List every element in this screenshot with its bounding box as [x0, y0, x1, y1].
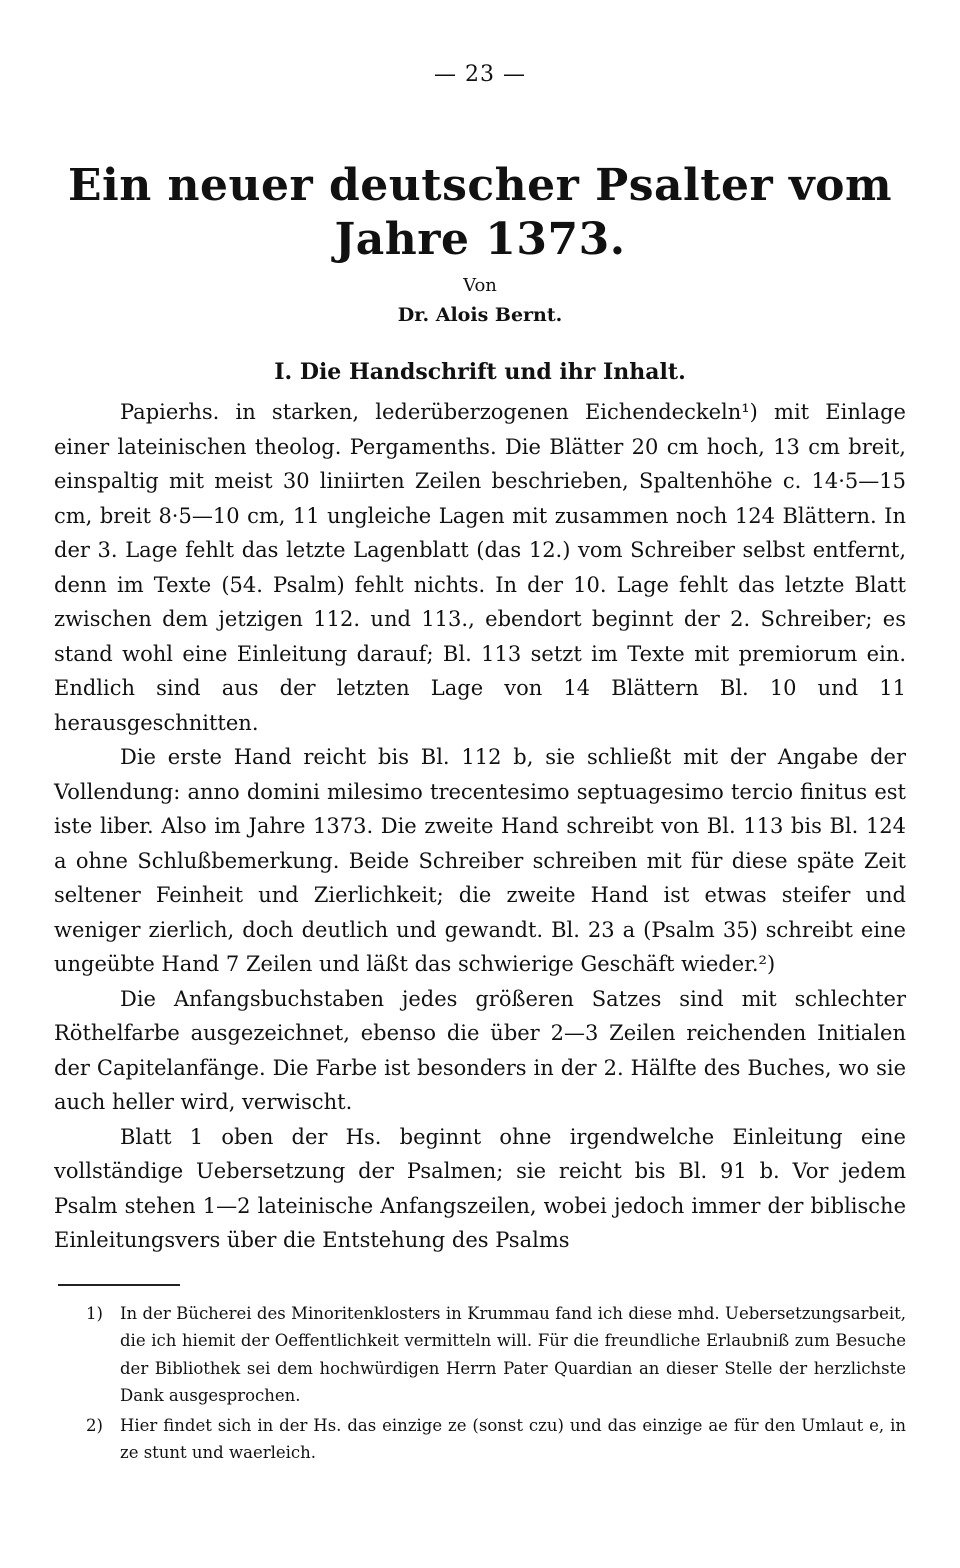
footnote-divider	[58, 1284, 180, 1286]
footnote-text: In der Bücherei des Minoritenklosters in Krummau fand ich diese mhd. Uebersetzungsarbeit, die ich hiemit der Oeffentlichkeit vermitteln will. Für die freundliche Erlaubniß zum Besuche der Bibliothek sei dem hochwürdigen Herrn Pater Quardian an dieser Stelle der herzlichste Dank ausgesprochen.	[120, 1303, 906, 1405]
footnotes	[54, 1300, 906, 1467]
footnote	[54, 1412, 906, 1467]
paragraph: Die erste Hand reicht bis Bl. 112 b, sie schließt mit der Angabe der Vollendung: anno domini milesimo trecentesimo septuagesimo tercio finitus est iste liber. Also im Jahre 1373. Die zweite Hand schreibt von Bl. 113 bis Bl. 124 a ohne Schlußbemerkung. Beide Schreiber schreiben mit für diese späte Zeit seltener Feinheit und Zierlichkeit; die zweite Hand ist etwas steifer und weniger zierlich, doch deutlich und gewandt. Bl. 23 a (Psalm 35) schreibt eine ungeübte Hand 7 Zeilen und läßt das schwierige Geschäft wieder.²)	[54, 745, 906, 976]
article-title: Ein neuer deutscher Psalter vom Jahre 1373.	[67, 160, 893, 265]
footnote	[54, 1300, 906, 1410]
author-name: Dr. Alois Bernt.	[397, 304, 563, 326]
footnote-marker: 2)	[86, 1415, 103, 1435]
footnote-text: Hier findet sich in der Hs. das einzige ze (sonst czu) und das einzige ae für den Umlaut e, in ze stunt und waerleich.	[120, 1415, 906, 1462]
byline: Von	[463, 275, 497, 296]
document-page	[54, 62, 906, 1469]
footnote-marker: 1)	[86, 1303, 103, 1323]
body-text	[54, 395, 906, 1258]
paragraph: Papierhs. in starken, lederüberzogenen Eichendeckeln¹) mit Einlage einer lateinischen theolog. Pergamenths. Die Blätter 20 cm hoch, 13 cm breit, einspaltig mit meist 30 liniirten Zeilen beschrieben, Spaltenhöhe c. 14·5—15 cm, breit 8·5—10 cm, 11 ungleiche Lagen mit zusammen noch 124 Blättern. In der 3. Lage fehlt das letzte Lagenblatt (das 12.) vom Schreiber selbst entfernt, denn im Texte (54. Psalm) fehlt nichts. In der 10. Lage fehlt das letzte Blatt zwischen dem jetzigen 112. und 113., ebendort beginnt der 2. Schreiber; es stand wohl eine Einleitung darauf; Bl. 113 setzt im Texte mit premiorum ein. Endlich sind aus der letzten Lage von 14 Blättern Bl. 10 und 11 herausgeschnitten.	[54, 400, 906, 735]
section-heading: I. Die Handschrift und ihr Inhalt.	[274, 359, 686, 385]
paragraph: Blatt 1 oben der Hs. beginnt ohne irgendwelche Einleitung eine vollständige Uebersetzung der Psalmen; sie reicht bis Bl. 91 b. Vor jedem Psalm stehen 1—2 lateinische Anfangszeilen, wobei jedoch immer der biblische Einleitungsvers über die Entstehung des Psalms	[54, 1124, 906, 1252]
page-number: — 23 —	[434, 62, 526, 87]
paragraph: Die Anfangsbuchstaben jedes größeren Satzes sind mit schlechter Röthelfarbe ausgezeichnet, ebenso die über 2—3 Zeilen reichenden Initialen der Capitelanfänge. Die Farbe ist besonders in der 2. Hälfte des Buches, wo sie auch heller wird, verwischt.	[54, 986, 906, 1114]
